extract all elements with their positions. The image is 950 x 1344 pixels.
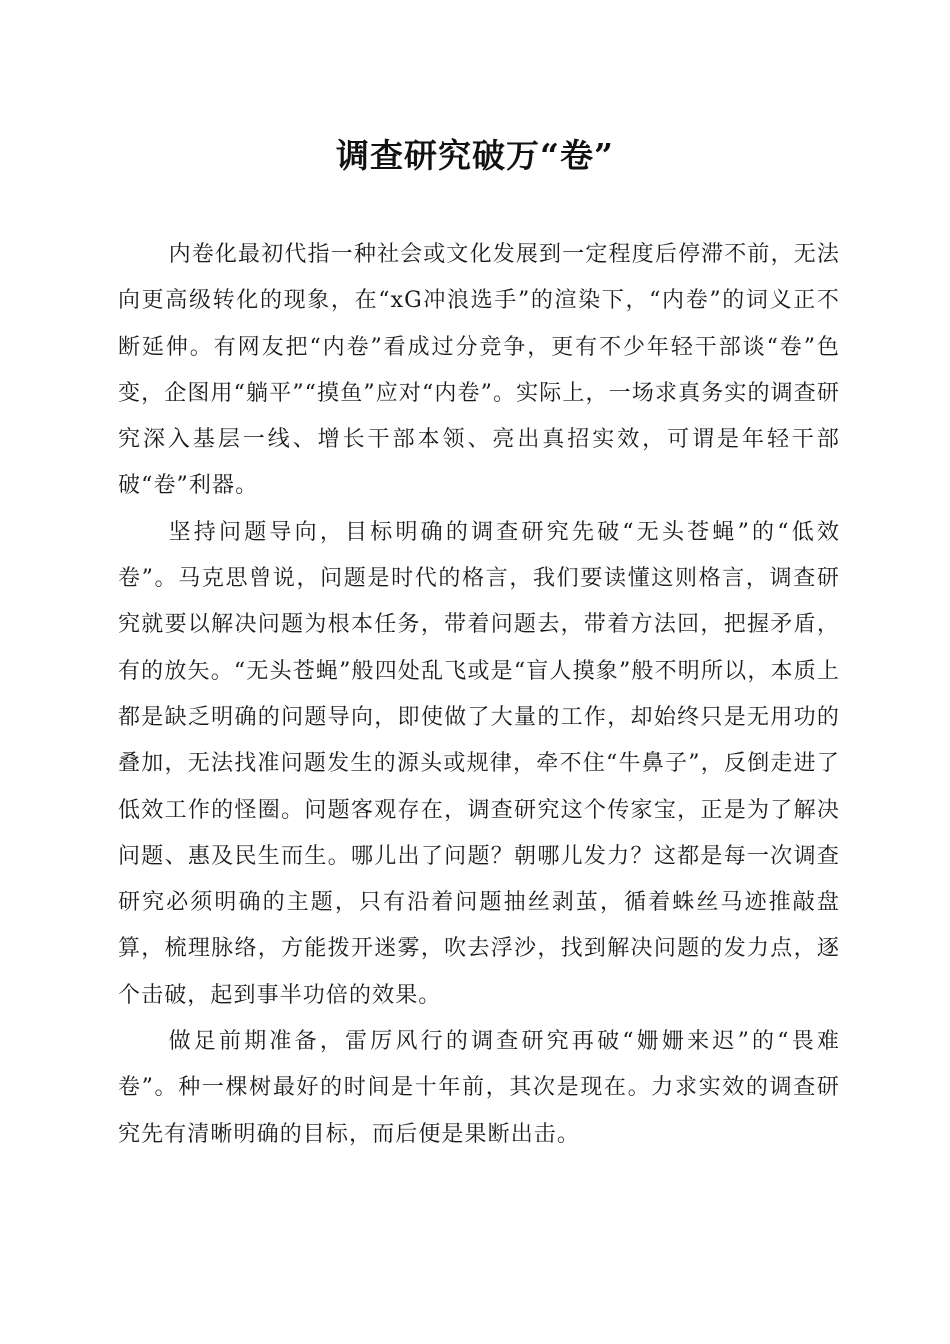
paragraph-intro: 内卷化最初代指一种社会或文化发展到一定程度后停滞不前，无法向更高级转化的现象，在“xG冲浪选手”的渲染下，“内卷”的词义正不断延伸。有网友把“内卷”看成过分竞争，更有不少年轻干部谈“卷”色变，企图用“躺平”“摸鱼”应对“内卷”。实际上，一场求真务实的调查研究深入基层一线、增长干部本领、亮出真招实效，可谓是年轻干部破“卷”利器。: [118, 242, 840, 499]
paragraph-problem-oriented: 坚持问题导向，目标明确的调查研究先破“无头苍蝇”的“低效卷”。马克思曾说，问题是时代的格言，我们要读懂这则格言，调查研究就要以解决问题为根本任务，带着问题去，带着方法回，把握矛盾，有的放矢。“无头苍蝇”般四处乱飞或是“盲人摸象”般不明所以，本质上都是缺乏明确的问题导向，即使做了大量的工作，却始终只是无用功的叠加，无法找准问题发生的源头或规律，牵不住“牛鼻子”，反倒走进了低效工作的怪圈。问题客观存在，调查研究这个传家宝，正是为了解决问题、惠及民生而生。哪儿出了问题？朝哪儿发力？这都是每一次调查研究必须明确的主题，只有沿着问题抽丝剥茧，循着蛛丝马迹推敲盘算，梳理脉络，方能拨开迷雾，吹去浮沙，找到解决问题的发力点，逐个击破，起到事半功倍的效果。: [118, 519, 840, 1008]
document-title: 调查研究破万“卷”: [336, 136, 614, 175]
paragraph-preparation: 做足前期准备，雷厉风行的调查研究再破“姗姗来迟”的“畏难卷”。种一棵树最好的时间是十年前，其次是现在。力求实效的调查研究先有清晰明确的目标，而后便是果断出击。: [118, 1029, 840, 1147]
document-body: [118, 232, 840, 1158]
